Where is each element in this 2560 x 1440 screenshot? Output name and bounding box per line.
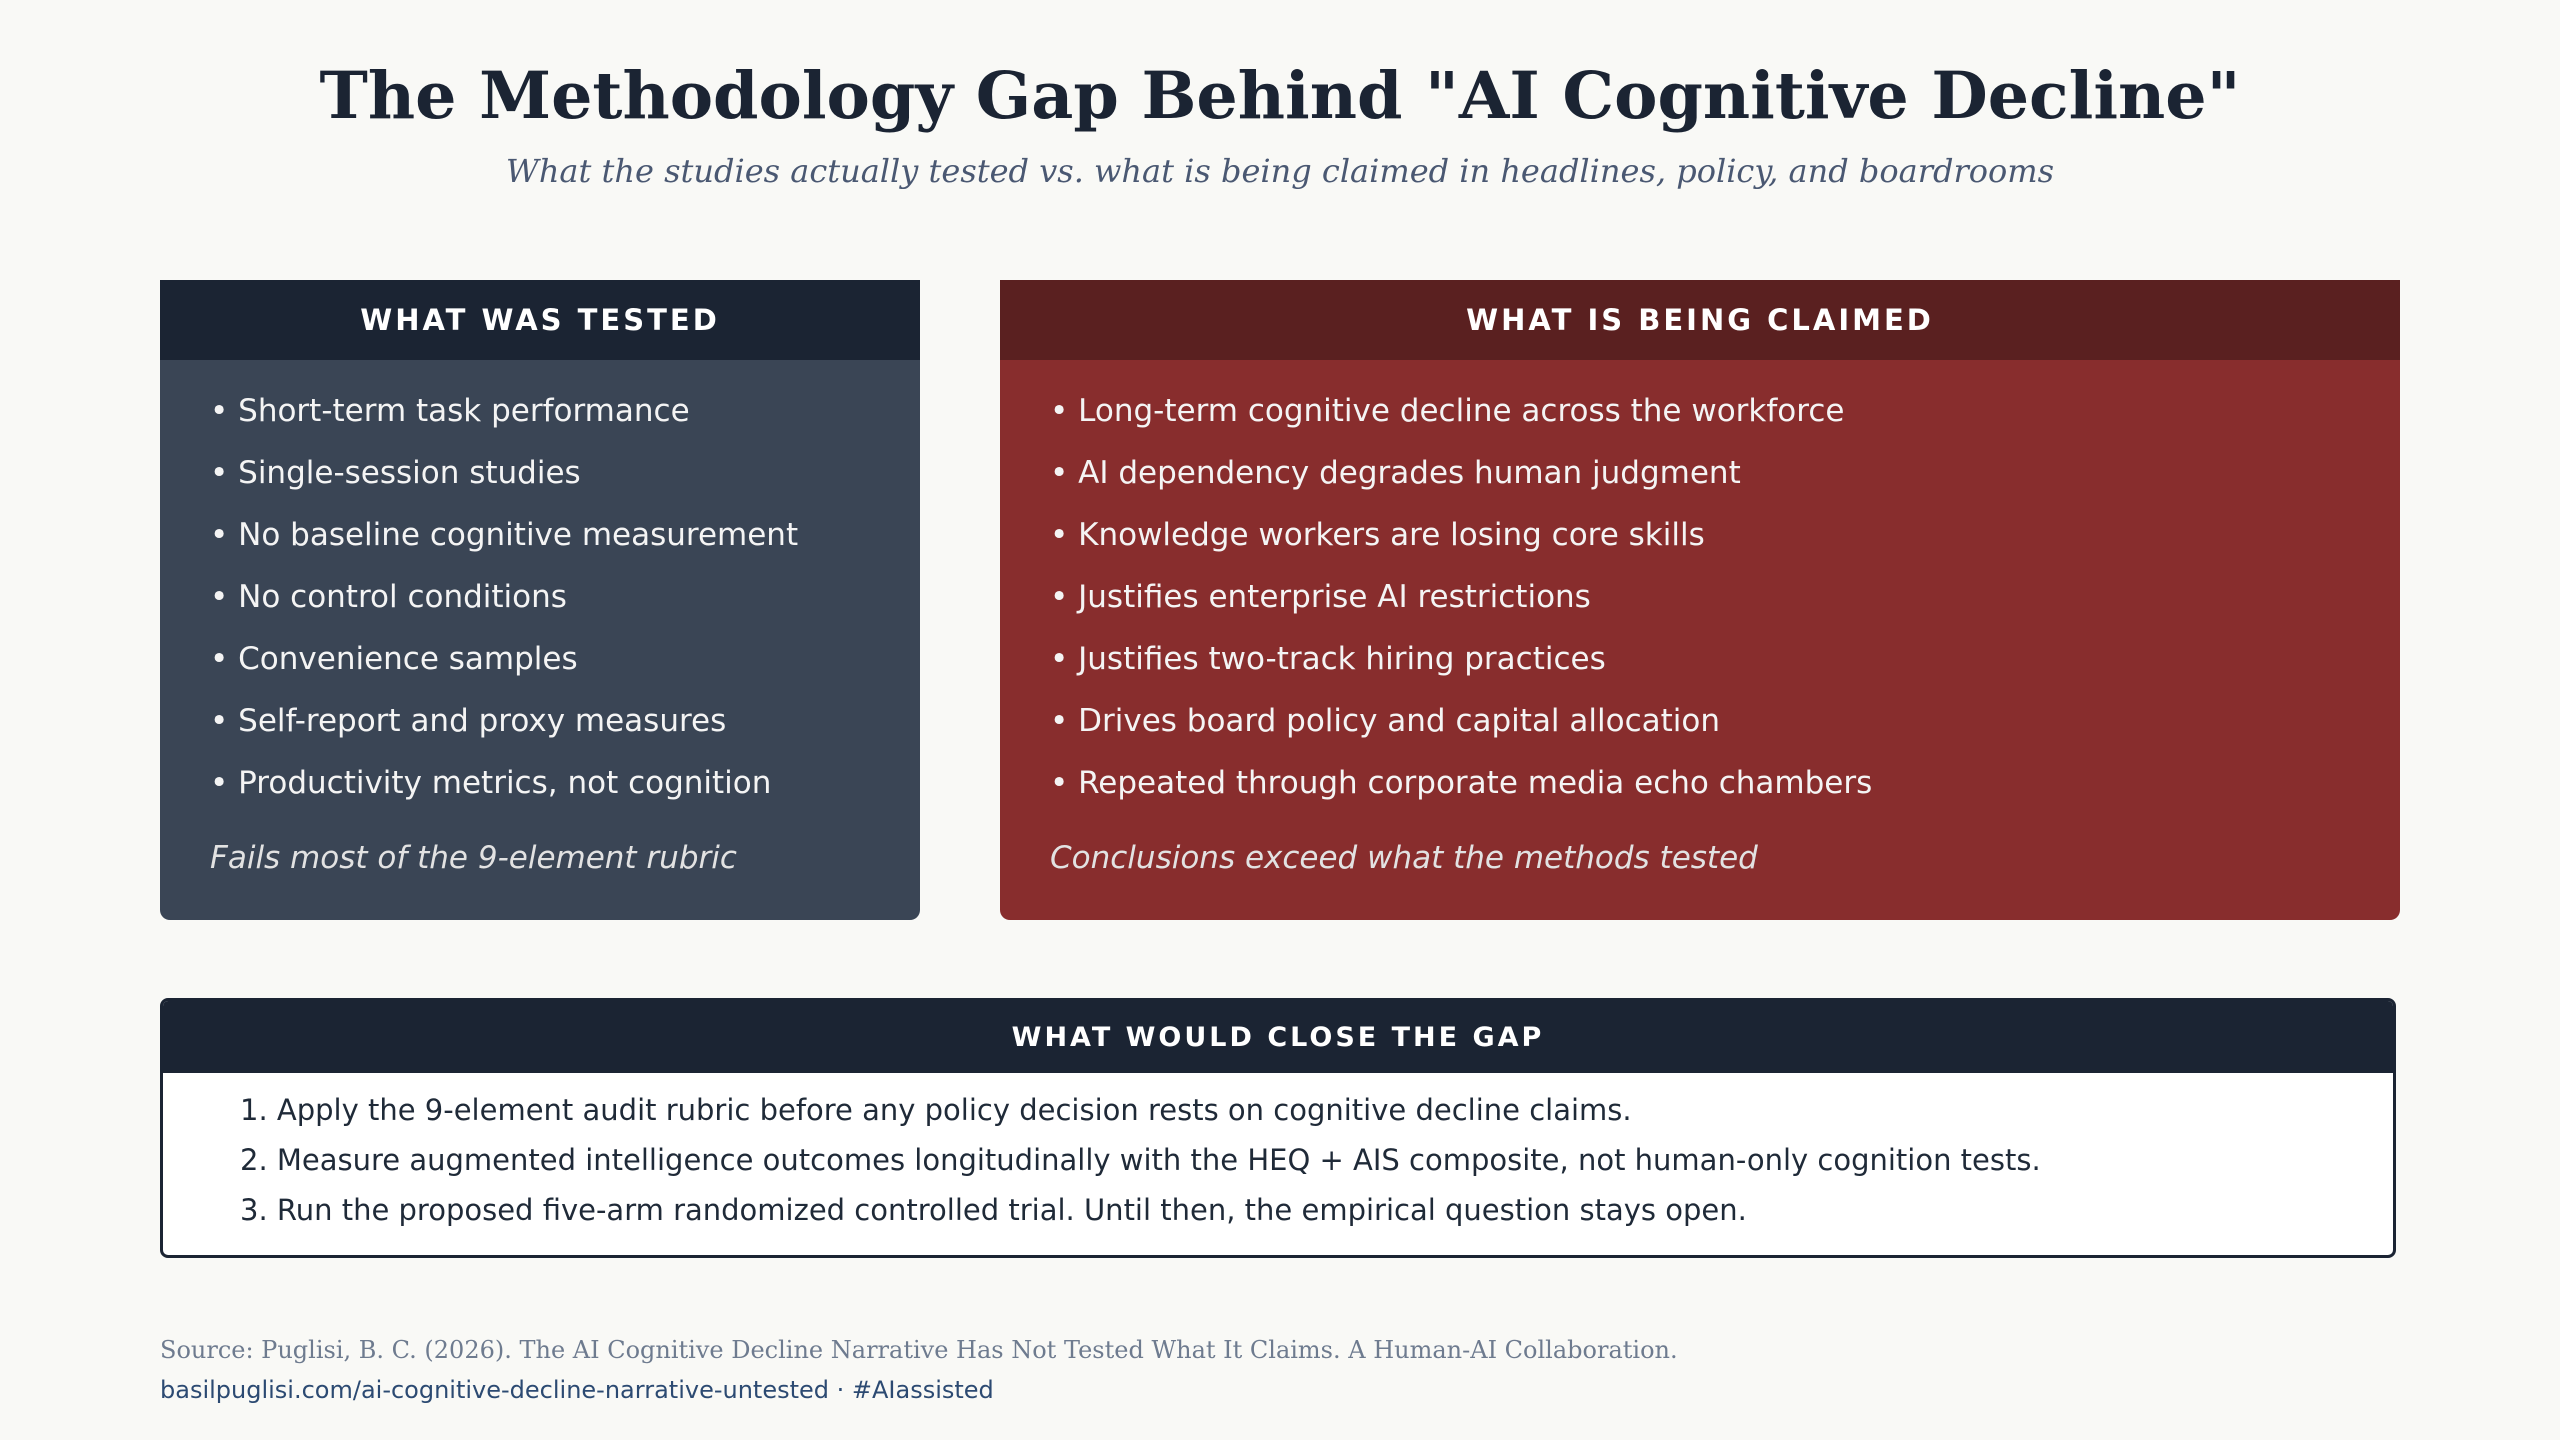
close-gap-list [163,1073,2393,1235]
page-subtitle: What the studies actually tested vs. what is being claimed in headlines, policy, and boardrooms [505,152,2055,190]
source-citation: Source: Puglisi, B. C. (2026). The AI Cognitive Decline Narrative Has Not Tested What It Claims. A Human-AI Collaboration. [160,1336,1678,1364]
claimed-item: • Drives board policy and capital allocation [1050,703,1721,739]
tested-item: • Self-report and proxy measures [210,703,727,739]
tested-list [160,360,920,814]
page-title: The Methodology Gap Behind "AI Cognitive Decline" [319,58,2241,134]
tested-item: • Short-term task performance [210,393,690,429]
claimed-item: • Knowledge workers are losing core skills [1050,517,1705,553]
close-gap-box [160,998,2396,1258]
tested-panel-heading: WHAT WAS TESTED [160,280,920,360]
close-gap-heading: WHAT WOULD CLOSE THE GAP [163,1001,2393,1073]
source-link[interactable]: basilpuglisi.com/ai-cognitive-decline-narrative-untested · #AIassisted [160,1376,994,1404]
claimed-item: • Repeated through corporate media echo chambers [1050,765,1873,801]
claimed-list [1000,360,2400,814]
claimed-panel [1000,280,2400,920]
tested-item: • Single-session studies [210,455,581,491]
tested-item: • No control conditions [210,579,567,615]
tested-item: • No baseline cognitive measurement [210,517,799,553]
claimed-item: • AI dependency degrades human judgment [1050,455,1741,491]
close-gap-item: 1. Apply the 9-element audit rubric before any policy decision rests on cognitive decline claims. [240,1093,1632,1127]
close-gap-item: 2. Measure augmented intelligence outcomes longitudinally with the HEQ + AIS composite, not human-only cognition tests. [240,1143,2041,1177]
claimed-item: • Justifies enterprise AI restrictions [1050,579,1591,615]
claimed-panel-footer: Conclusions exceed what the methods tested [1050,840,1758,876]
claimed-panel-heading: WHAT IS BEING CLAIMED [1000,280,2400,360]
tested-item: • Productivity metrics, not cognition [210,765,772,801]
claimed-item: • Long-term cognitive decline across the workforce [1050,393,1845,429]
claimed-item: • Justifies two-track hiring practices [1050,641,1606,677]
close-gap-item: 3. Run the proposed five-arm randomized controlled trial. Until then, the empirical question stays open. [240,1193,1747,1227]
tested-panel [160,280,920,920]
tested-panel-footer: Fails most of the 9-element rubric [210,840,737,876]
tested-item: • Convenience samples [210,641,578,677]
